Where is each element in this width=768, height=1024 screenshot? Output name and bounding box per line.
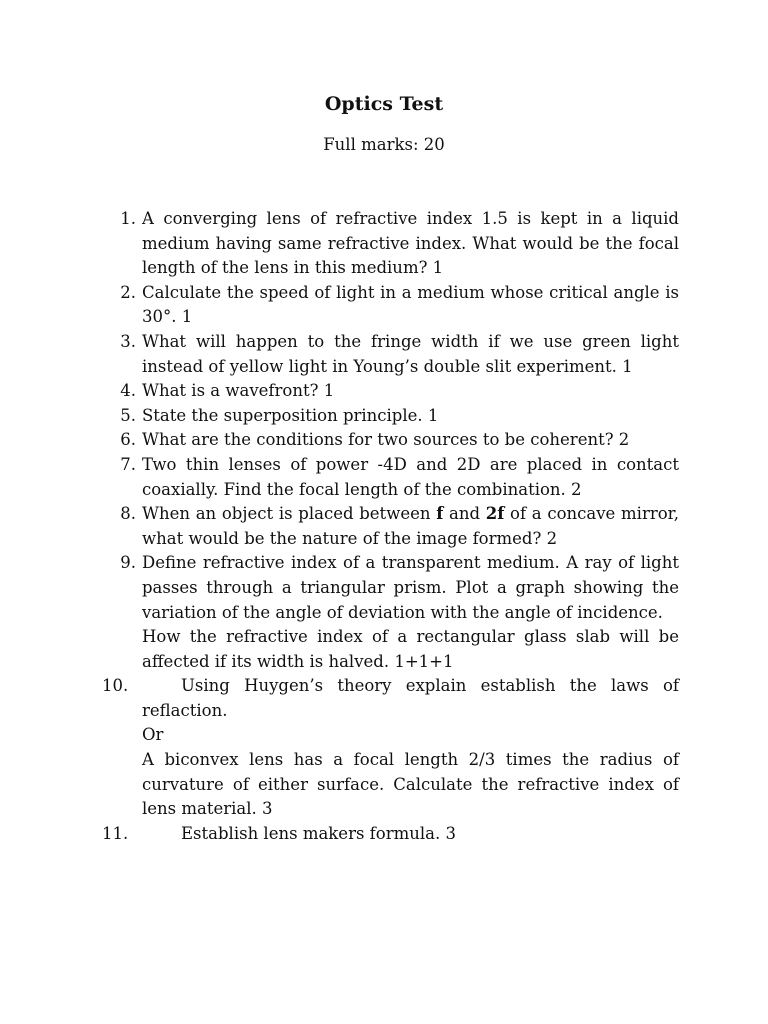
question-2: [113, 281, 679, 330]
question-11: [102, 822, 679, 847]
question-number: 1.: [120, 209, 136, 228]
question-text-part-1: Define refractive index of a transparent medium. A ray of light passes through a triangular prism. Plot a graph showing the variation of the angle of deviation with the angle of incidence.: [142, 553, 679, 622]
question-1: [113, 207, 679, 281]
question-number: 10.: [102, 676, 129, 696]
question-text: Calculate the speed of light in a medium whose critical angle is 30°. 1: [142, 282, 679, 327]
full-marks: Full marks: 20: [323, 135, 445, 154]
question-7: [113, 453, 679, 502]
question-number: 6.: [120, 430, 136, 450]
question-text: State the superposition principle. 1: [142, 405, 439, 425]
question-5: [113, 404, 679, 429]
question-8: [113, 502, 679, 551]
question-number: 5.: [120, 405, 136, 425]
question-number: 9.: [120, 553, 136, 573]
question-or: Or: [142, 725, 164, 745]
bold-f: f: [436, 504, 444, 524]
question-number: 2.: [120, 282, 136, 302]
question-number: 4.: [120, 381, 136, 401]
question-list: [102, 207, 679, 846]
bold-2f: 2f: [485, 504, 505, 524]
question-text-part-2: A biconvex lens has a focal length 2/3 times the radius of curvature of either surface. Calculate the refractive index of lens material. 3: [142, 750, 679, 819]
question-text: Establish lens makers formula. 3: [181, 823, 456, 843]
question-text: What are the conditions for two sources to be coherent? 2: [142, 430, 630, 450]
question-4: [113, 379, 679, 404]
question-text: What will happen to the fringe width if we use green light instead of yellow light in Young’s double slit experiment. 1: [142, 331, 679, 376]
question-text-after: of a concave mirror, what would be the nature of the image formed? 2: [142, 504, 679, 548]
question-10: [102, 674, 679, 822]
question-number: 11.: [102, 823, 129, 843]
question-text-before: When an object is placed between: [142, 504, 437, 524]
question-text: [142, 502, 679, 551]
question-text: A converging lens of refractive index 1.5 is kept in a liquid medium having same refractive index. What would be the focal length of the lens in this medium? 1: [142, 209, 679, 278]
question-text-part-2: How the refractive index of a rectangular glass slab will be affected if its width is halved. 1+1+1: [142, 627, 679, 671]
document-title: Optics Test: [324, 93, 444, 115]
question-text: Two thin lenses of power -4D and 2D are placed in contact coaxially. Find the focal length of the combination. 2: [142, 454, 679, 499]
question-text: What is a wavefront? 1: [142, 381, 335, 401]
question-text-middle: and: [443, 504, 486, 524]
question-number: 8.: [120, 504, 136, 524]
question-number: 3.: [120, 331, 136, 351]
question-number: 7.: [120, 454, 136, 474]
question-9: [113, 551, 679, 674]
question-6: [113, 428, 679, 453]
question-3: [113, 330, 679, 379]
question-text-part-1: Using Huygen’s theory explain establish the laws of reflaction.: [142, 676, 679, 720]
